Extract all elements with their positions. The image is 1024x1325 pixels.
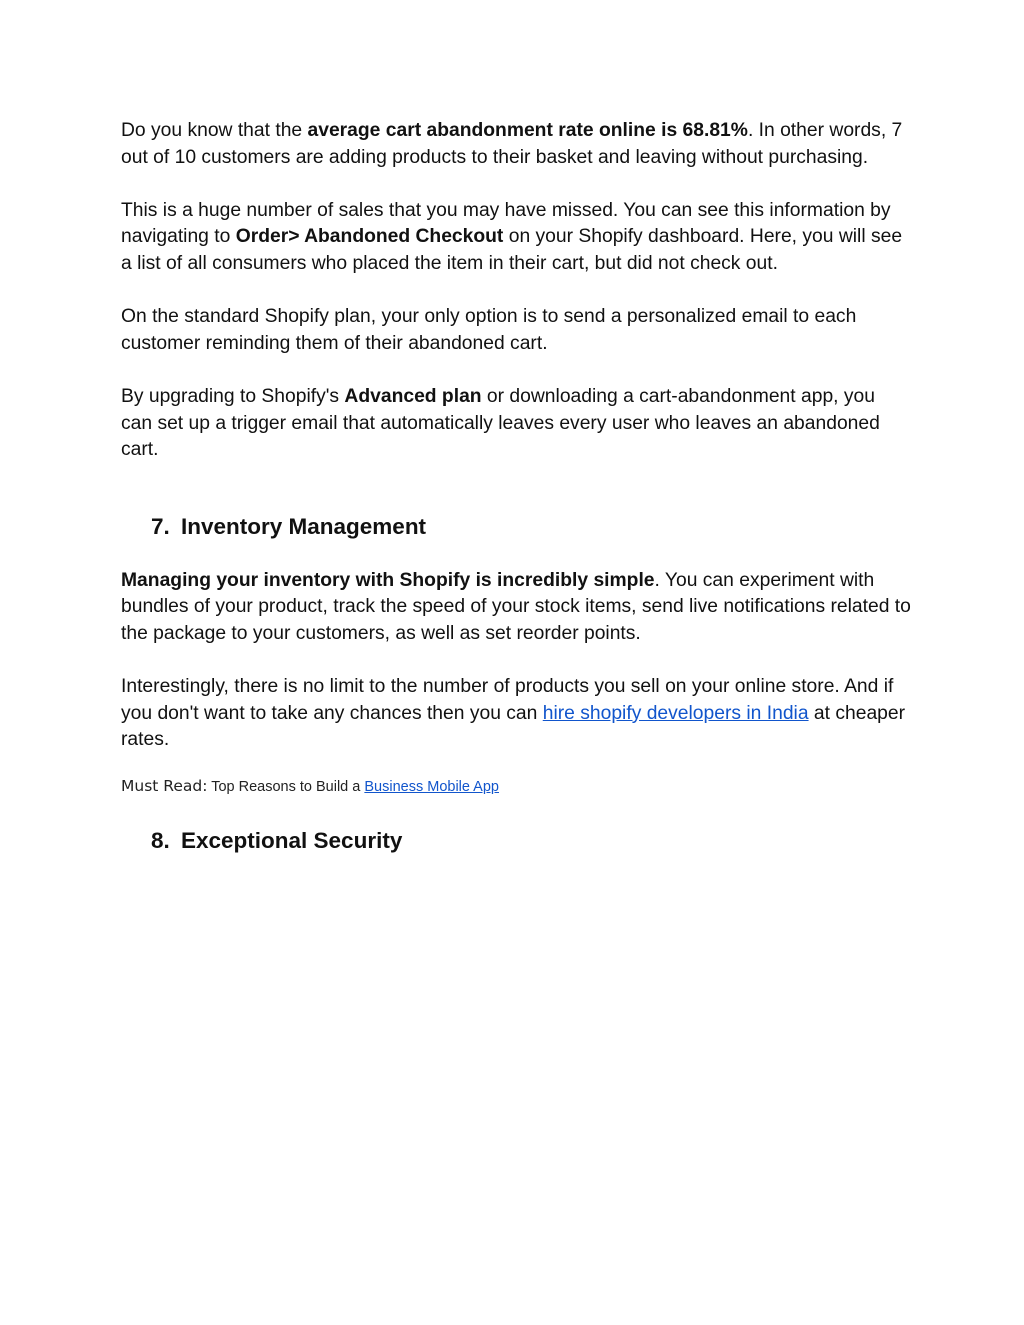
bold-text: Advanced plan — [344, 385, 482, 407]
must-read-callout — [121, 776, 911, 797]
text-span: Interestingly, there is no limit to the number of products you sell on your online store. And if you don't want to take any chances then you can — [121, 676, 894, 724]
heading-text: Inventory Management — [181, 513, 427, 539]
heading-text: Exceptional Security — [181, 828, 403, 854]
bold-text: Managing your inventory with Shopify is incredibly simple — [121, 569, 655, 591]
bold-text: Order> Abandoned Checkout — [235, 226, 504, 248]
heading-number: 8. — [151, 828, 170, 854]
text-span: or downloading a cart-abandonment app, you can set up a trigger email that automatically leaves every user who leaves an abandoned cart. — [121, 385, 880, 461]
text-span: This is a huge number of sales that you may have missed. You can see this information by navigating to — [121, 199, 891, 248]
hire-shopify-developers-link[interactable]: hire shopify developers in India — [542, 702, 809, 724]
business-mobile-app-link[interactable]: Business Mobile App — [364, 779, 499, 796]
bold-text: average cart abandonment rate online is 68.81% — [307, 120, 748, 141]
text-span: . In other words, 7 out of 10 customers are adding products to their basket and leaving without purchasing. — [121, 120, 903, 168]
section-heading-exceptional-security — [121, 826, 911, 856]
paragraph-inventory-simple — [121, 568, 911, 648]
must-read-text: Top Reasons to Build a — [207, 779, 365, 796]
paragraph-no-product-limit — [121, 674, 911, 754]
heading-number: 7. — [151, 513, 170, 539]
text-span: at cheaper rates. — [121, 702, 906, 751]
paragraph-standard-plan — [121, 304, 911, 357]
text-span: on your Shopify dashboard. Here, you will see a list of all consumers who placed the item in their cart, but did not check out. — [121, 226, 903, 274]
section-heading-inventory-management — [121, 512, 911, 542]
text-span: By upgrading to Shopify's — [121, 385, 345, 407]
text-span: . You can experiment with bundles of your product, track the speed of your stock items, send live notifications related to the package to your customers, as well as set reorder points. — [121, 569, 911, 644]
document-body — [121, 118, 911, 856]
text-span: On the standard Shopify plan, your only option is to send a personalized email to each customer reminding them of their abandoned cart. — [121, 306, 857, 354]
paragraph-cart-abandonment-rate — [121, 118, 911, 171]
paragraph-missed-sales — [121, 198, 911, 278]
text-span: Do you know that the — [121, 120, 308, 141]
must-read-label: Must Read: — [121, 777, 208, 796]
paragraph-advanced-plan — [121, 384, 911, 464]
